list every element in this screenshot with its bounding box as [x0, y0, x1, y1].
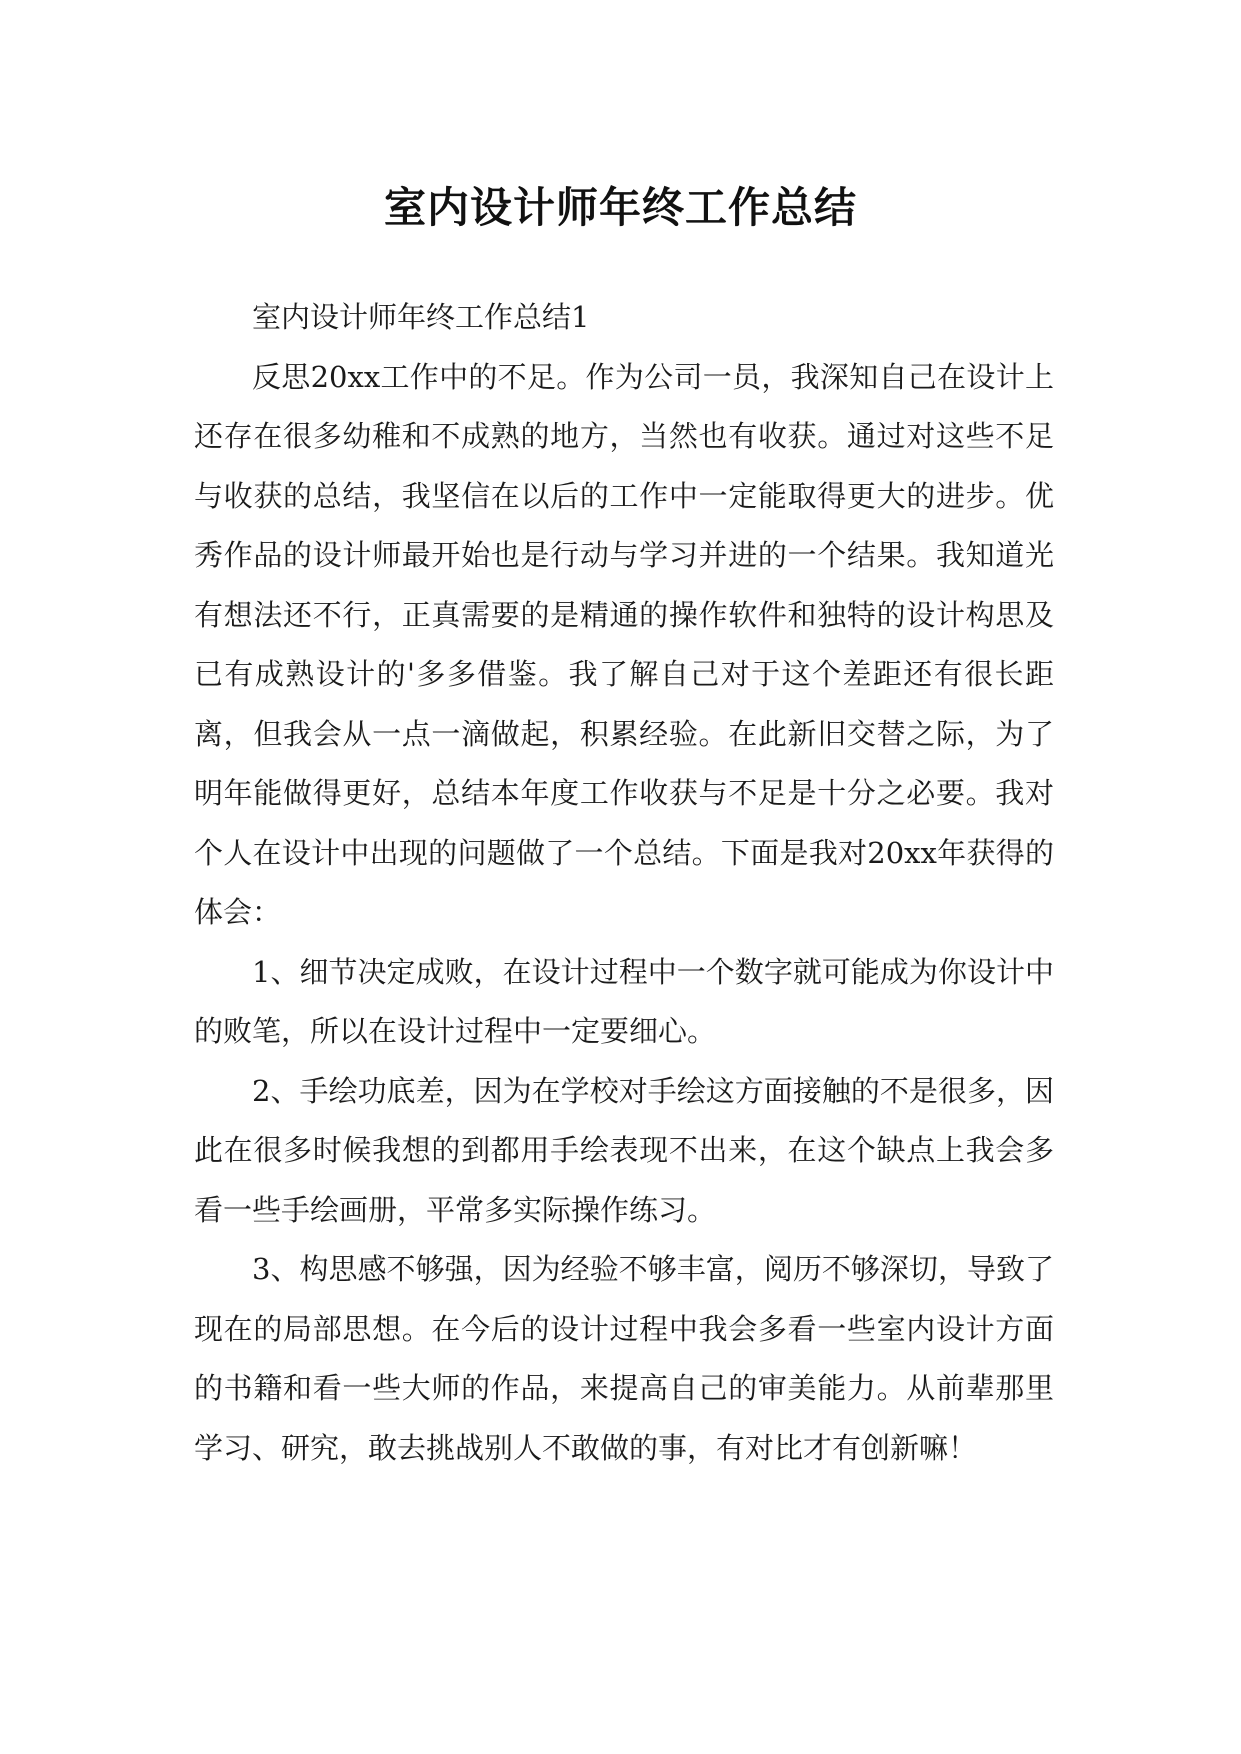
section-heading: 室内设计师年终工作总结1	[252, 300, 590, 334]
list-item-paragraph: 3、构思感不够强，因为经验不够丰富，阅历不够深切，导致了现在的局部思想。在今后的设计过程中我会多看一些室内设计方面的书籍和看一些大师的作品，来提高自己的审美能力。从前辈那里学习、研究，敢去挑战别人不敢做的事，有对比才有创新嘛！	[194, 1252, 1054, 1465]
document-body	[194, 288, 1054, 1478]
body-paragraph: 反思20xx工作中的不足。作为公司一员，我深知自己在设计上还存在很多幼稚和不成熟的地方，当然也有收获。通过对这些不足与收获的总结，我坚信在以后的工作中一定能取得更大的进步。优秀作品的设计师最开始也是行动与学习并进的一个结果。我知道光有想法还不行，正真需要的是精通的操作软件和独特的设计构思及已有成熟设计的'多多借鉴。我了解自己对于这个差距还有很长距离，但我会从一点一滴做起，积累经验。在此新旧交替之际，为了明年能做得更好，总结本年度工作收获与不足是十分之必要。我对个人在设计中出现的问题做了一个总结。下面是我对20xx年获得的体会：	[194, 359, 1054, 929]
list-item-paragraph: 1、细节决定成败，在设计过程中一个数字就可能成为你设计中的败笔，所以在设计过程中一定要细心。	[194, 954, 1054, 1048]
list-item-paragraph: 2、手绘功底差，因为在学校对手绘这方面接触的不是很多，因此在很多时候我想的到都用手绘表现不出来，在这个缺点上我会多看一些手绘画册，平常多实际操作练习。	[194, 1073, 1054, 1227]
document-title: 室内设计师年终工作总结	[383, 183, 857, 233]
